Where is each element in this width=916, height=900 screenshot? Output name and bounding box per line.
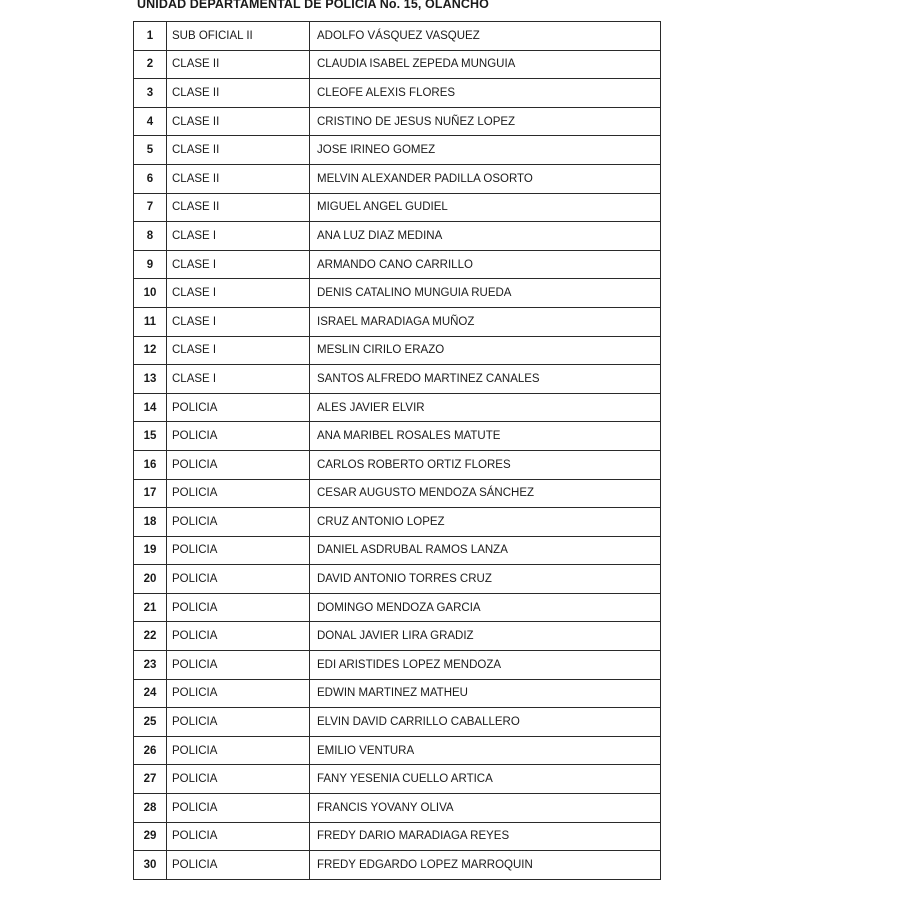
table-row — [134, 622, 661, 651]
row-rank: CLASE II — [167, 50, 310, 79]
row-rank: POLICIA — [167, 479, 310, 508]
row-name: CARLOS ROBERTO ORTIZ FLORES — [310, 450, 661, 479]
row-rank: CLASE I — [167, 222, 310, 251]
row-name: CESAR AUGUSTO MENDOZA SÁNCHEZ — [310, 479, 661, 508]
table-row — [134, 765, 661, 794]
row-name: ADOLFO VÁSQUEZ VASQUEZ — [310, 22, 661, 51]
table-row — [134, 536, 661, 565]
table-row — [134, 422, 661, 451]
row-name: DAVID ANTONIO TORRES CRUZ — [310, 565, 661, 594]
document-title: UNIDAD DEPARTAMENTAL DE POLICIA No. 15, OLANCHO — [137, 0, 489, 11]
row-name: ELVIN DAVID CARRILLO CABALLERO — [310, 708, 661, 737]
row-name: EDI ARISTIDES LOPEZ MENDOZA — [310, 651, 661, 680]
row-rank: CLASE II — [167, 107, 310, 136]
row-number: 29 — [134, 822, 167, 851]
table-row — [134, 50, 661, 79]
row-name: CRISTINO DE JESUS NUÑEZ LOPEZ — [310, 107, 661, 136]
row-rank: POLICIA — [167, 851, 310, 880]
table-row — [134, 136, 661, 165]
table-row — [134, 479, 661, 508]
table-row — [134, 336, 661, 365]
table-row — [134, 307, 661, 336]
row-rank: SUB OFICIAL II — [167, 22, 310, 51]
row-name: EMILIO VENTURA — [310, 736, 661, 765]
table-row — [134, 365, 661, 394]
row-name: ALES JAVIER ELVIR — [310, 393, 661, 422]
row-rank: CLASE I — [167, 307, 310, 336]
row-rank: POLICIA — [167, 508, 310, 537]
row-name: SANTOS ALFREDO MARTINEZ CANALES — [310, 365, 661, 394]
table-row — [134, 107, 661, 136]
row-name: CLAUDIA ISABEL ZEPEDA MUNGUIA — [310, 50, 661, 79]
table-row — [134, 822, 661, 851]
row-number: 24 — [134, 679, 167, 708]
table-row — [134, 250, 661, 279]
table-row — [134, 851, 661, 880]
row-number: 8 — [134, 222, 167, 251]
row-rank: CLASE II — [167, 193, 310, 222]
row-name: MESLIN CIRILO ERAZO — [310, 336, 661, 365]
row-rank: POLICIA — [167, 794, 310, 823]
row-number: 22 — [134, 622, 167, 651]
table-row — [134, 679, 661, 708]
row-number: 11 — [134, 307, 167, 336]
row-number: 7 — [134, 193, 167, 222]
personnel-table-body — [134, 22, 661, 880]
row-number: 23 — [134, 651, 167, 680]
row-name: CRUZ ANTONIO LOPEZ — [310, 508, 661, 537]
row-number: 5 — [134, 136, 167, 165]
row-name: MELVIN ALEXANDER PADILLA OSORTO — [310, 164, 661, 193]
table-row — [134, 593, 661, 622]
row-name: ANA MARIBEL ROSALES MATUTE — [310, 422, 661, 451]
row-rank: CLASE I — [167, 336, 310, 365]
row-number: 12 — [134, 336, 167, 365]
table-row — [134, 279, 661, 308]
row-rank: POLICIA — [167, 536, 310, 565]
table-row — [134, 708, 661, 737]
table-row — [134, 79, 661, 108]
row-rank: POLICIA — [167, 679, 310, 708]
table-row — [134, 508, 661, 537]
personnel-table — [133, 21, 661, 880]
row-number: 27 — [134, 765, 167, 794]
row-number: 10 — [134, 279, 167, 308]
row-name: FRANCIS YOVANY OLIVA — [310, 794, 661, 823]
row-rank: CLASE I — [167, 250, 310, 279]
row-name: CLEOFE ALEXIS FLORES — [310, 79, 661, 108]
row-name: ARMANDO CANO CARRILLO — [310, 250, 661, 279]
row-name: ANA LUZ DIAZ MEDINA — [310, 222, 661, 251]
row-number: 20 — [134, 565, 167, 594]
row-number: 18 — [134, 508, 167, 537]
table-row — [134, 393, 661, 422]
row-name: EDWIN MARTINEZ MATHEU — [310, 679, 661, 708]
row-number: 1 — [134, 22, 167, 51]
table-row — [134, 736, 661, 765]
row-number: 21 — [134, 593, 167, 622]
table-row — [134, 164, 661, 193]
row-name: FREDY DARIO MARADIAGA REYES — [310, 822, 661, 851]
row-rank: CLASE I — [167, 279, 310, 308]
row-name: JOSE IRINEO GOMEZ — [310, 136, 661, 165]
table-row — [134, 450, 661, 479]
row-number: 14 — [134, 393, 167, 422]
row-number: 2 — [134, 50, 167, 79]
row-number: 3 — [134, 79, 167, 108]
row-number: 25 — [134, 708, 167, 737]
row-name: FREDY EDGARDO LOPEZ MARROQUIN — [310, 851, 661, 880]
table-row — [134, 651, 661, 680]
row-number: 4 — [134, 107, 167, 136]
table-row — [134, 565, 661, 594]
row-number: 26 — [134, 736, 167, 765]
row-rank: POLICIA — [167, 422, 310, 451]
row-rank: POLICIA — [167, 565, 310, 594]
row-number: 6 — [134, 164, 167, 193]
row-name: DONAL JAVIER LIRA GRADIZ — [310, 622, 661, 651]
row-rank: POLICIA — [167, 822, 310, 851]
row-name: DENIS CATALINO MUNGUIA RUEDA — [310, 279, 661, 308]
row-name: ISRAEL MARADIAGA MUÑOZ — [310, 307, 661, 336]
row-number: 30 — [134, 851, 167, 880]
row-number: 15 — [134, 422, 167, 451]
row-number: 19 — [134, 536, 167, 565]
row-rank: POLICIA — [167, 393, 310, 422]
row-rank: CLASE II — [167, 164, 310, 193]
row-rank: CLASE II — [167, 136, 310, 165]
row-rank: POLICIA — [167, 708, 310, 737]
row-rank: POLICIA — [167, 765, 310, 794]
row-rank: POLICIA — [167, 736, 310, 765]
row-rank: POLICIA — [167, 651, 310, 680]
row-name: FANY YESENIA CUELLO ARTICA — [310, 765, 661, 794]
row-rank: POLICIA — [167, 622, 310, 651]
row-name: DANIEL ASDRUBAL RAMOS LANZA — [310, 536, 661, 565]
row-number: 28 — [134, 794, 167, 823]
row-rank: POLICIA — [167, 593, 310, 622]
row-rank: CLASE I — [167, 365, 310, 394]
row-number: 16 — [134, 450, 167, 479]
row-number: 17 — [134, 479, 167, 508]
row-number: 9 — [134, 250, 167, 279]
row-number: 13 — [134, 365, 167, 394]
table-row — [134, 794, 661, 823]
table-row — [134, 222, 661, 251]
row-rank: POLICIA — [167, 450, 310, 479]
row-name: MIGUEL ANGEL GUDIEL — [310, 193, 661, 222]
table-row — [134, 22, 661, 51]
table-row — [134, 193, 661, 222]
row-rank: CLASE II — [167, 79, 310, 108]
row-name: DOMINGO MENDOZA GARCIA — [310, 593, 661, 622]
